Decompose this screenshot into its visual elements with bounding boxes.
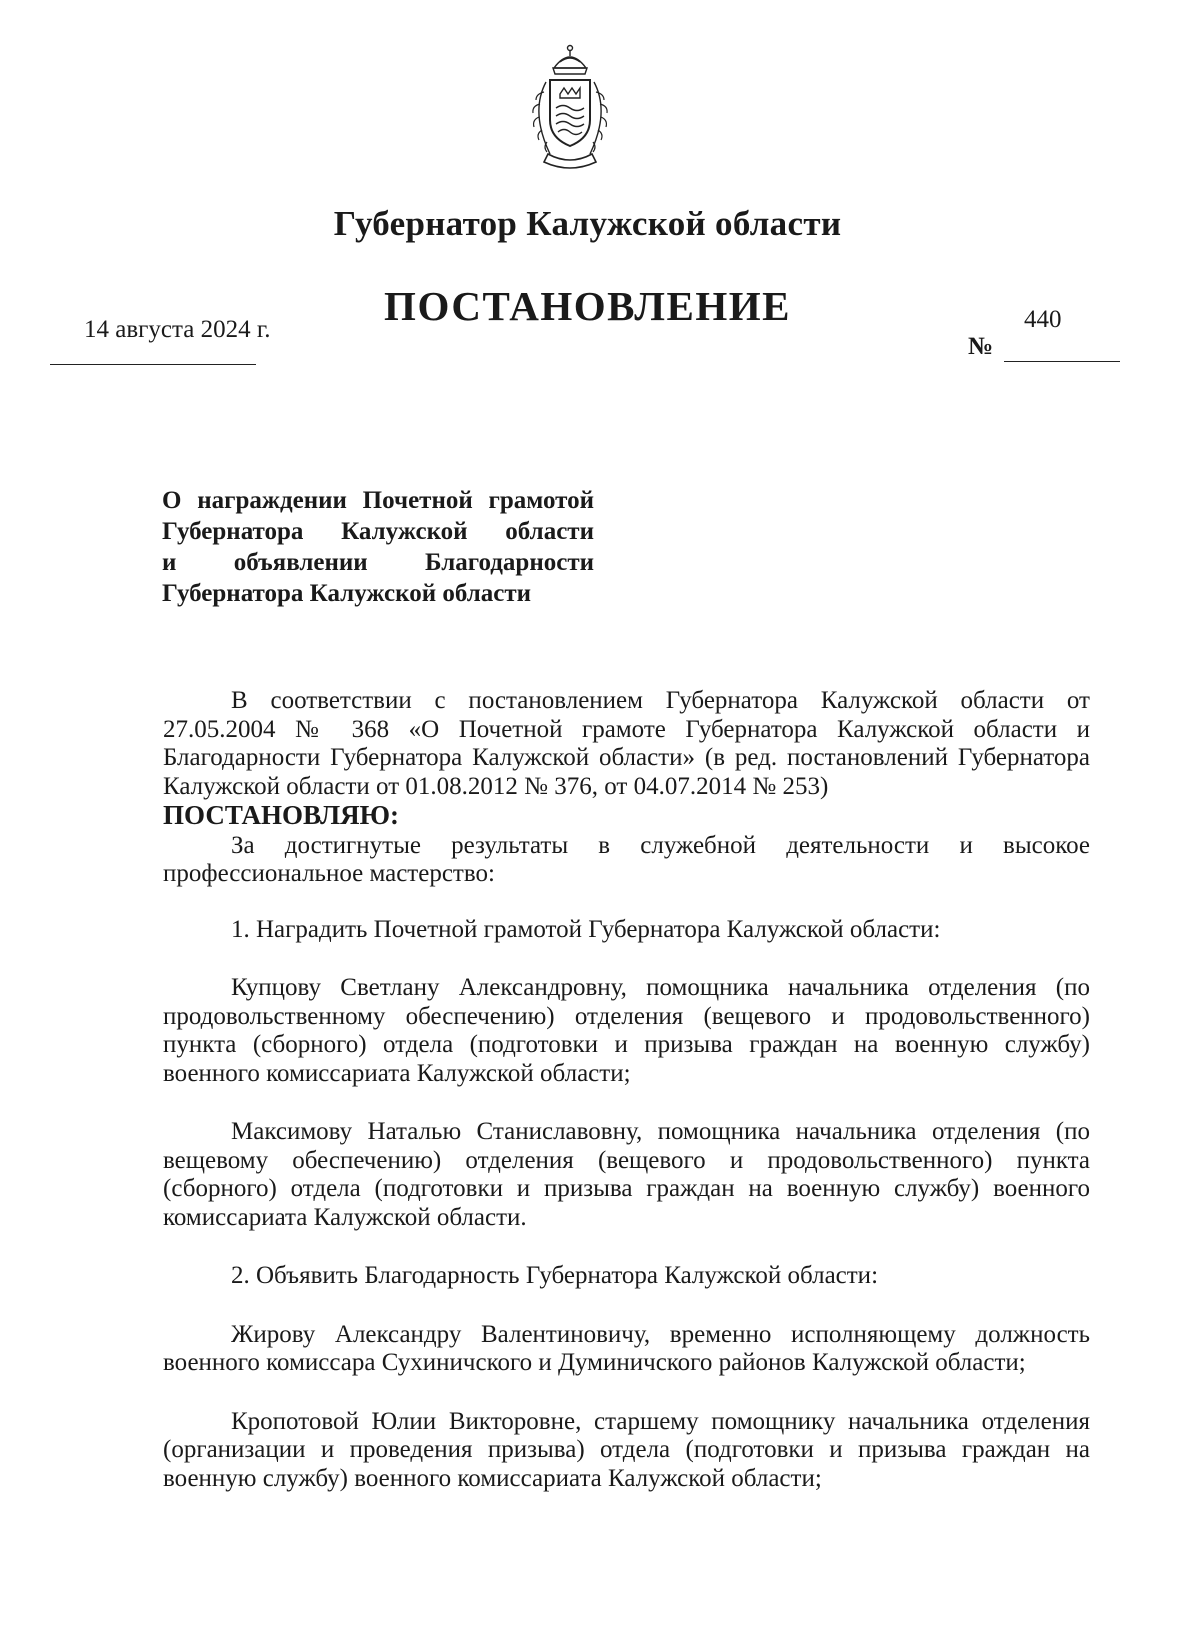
document-body	[163, 687, 1090, 1493]
decree-word: ПОСТАНОВЛЯЮ:	[163, 800, 399, 830]
awardee-paragraph: Максимову Наталью Станиславовну, помощника начальника отделения (по вещевому обеспечению) отделения (вещевого и продовольственного) пункта (сборного) отдела (подготовки и призыва граждан на военную службу) военного комиссариата Калужской области.	[163, 1118, 1090, 1231]
document-date: 14 августа 2024 г.	[84, 316, 271, 343]
issuing-authority: Губернатор Калужской области	[333, 204, 842, 243]
subject-line: Губернатора Калужской области	[162, 580, 532, 607]
document-type-title: ПОСТАНОВЛЕНИЕ	[384, 283, 791, 329]
awardee-paragraph: Купцову Светлану Александровну, помощника начальника отделения (по продовольственному обеспечению) отделения (вещевого и продовольственного) пункта (сборного) отдела (подготовки и призыва граждан на военную службу) военного комиссариата Калужской области;	[163, 974, 1090, 1087]
subject-line: Губернатора Калужской области	[162, 518, 594, 545]
document-subject	[162, 485, 594, 609]
awardee-paragraph: Жирову Александру Валентиновичу, временно исполняющему должность военного комиссара Сухиничского и Думиничского районов Калужской области;	[163, 1320, 1090, 1376]
kaluga-oblast-coat-of-arms-icon	[520, 42, 620, 174]
subject-line: О награждении Почетной грамотой	[162, 487, 594, 514]
document-number: 440	[1024, 306, 1062, 333]
item-2-title: 2. Объявить Благодарность Губернатора Калужской области:	[231, 1262, 879, 1289]
subject-line: и объявлении Благодарности	[162, 549, 594, 576]
date-underline	[50, 364, 256, 365]
awardee-paragraph: Кропотовой Юлии Викторовне, старшему помощнику начальника отделения (организации и проведения призыва) отдела (подготовки и призыва граждан на военную службу) военного комиссариата Калужской области;	[163, 1407, 1090, 1492]
grounds-paragraph: За достигнутые результаты в служебной деятельности и высокое профессиональное мастерство:	[163, 831, 1090, 887]
item-1-title: 1. Наградить Почетной грамотой Губернатора Калужской области:	[231, 915, 941, 943]
preamble-paragraph: В соответствии с постановлением Губернатора Калужской области от 27.05.2004 № 368 «О Почетной грамоте Губернатора Калужской области и Благодарности Губернатора Калужской области» (в ред. постановлений Губернатора Калужской области от 01.08.2012 № 376, от 04.07.2014 № 253)	[163, 687, 1090, 800]
number-underline	[1004, 361, 1120, 362]
number-sign: №	[968, 333, 994, 360]
